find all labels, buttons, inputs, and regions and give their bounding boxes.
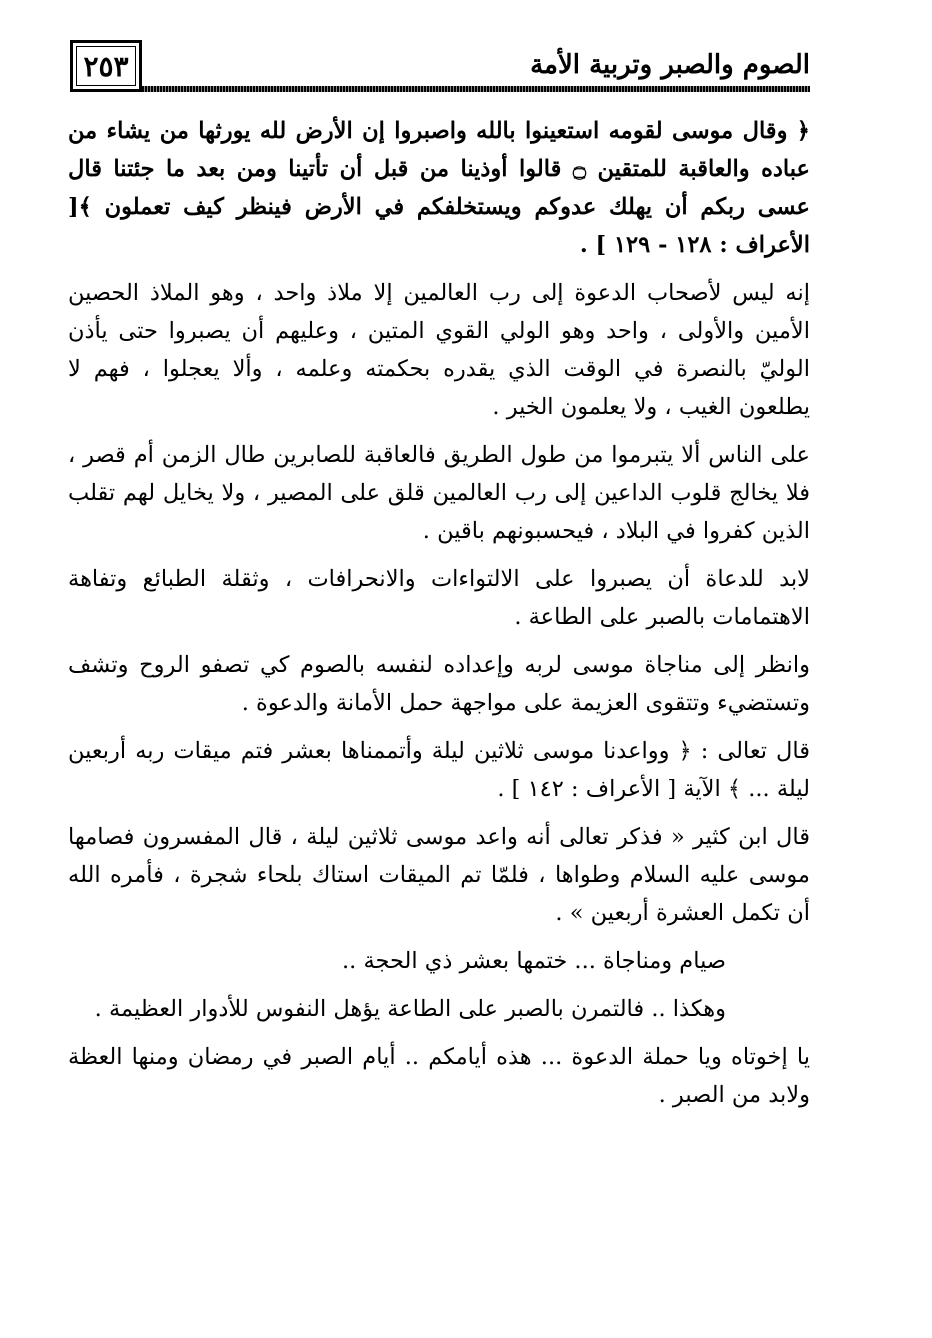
page-number-text: ٢٥٣ [83,49,129,83]
paragraph-quran-citation: قال تعالى : ﴿ وواعدنا موسى ثلاثين ليلة وأتممناها بعشر فتم ميقات ربه أربعين ليلة ... ﴾ الآية [ الأعراف : ١٤٢ ] . [68,738,810,802]
page-number [70,40,142,92]
paragraph: على الناس ألا يتبرموا من طول الطريق فالعاقبة للصابرين طال الزمن أم قصر ، فلا يخالج قلوب الداعين إلى رب العالمين قلق على المصير ، ولا يخايل لهم تقلب الذين كفروا في البلاد ، فيحسبونهم باقين . [68,442,810,544]
paragraph: وهكذا .. فالتمرن بالصبر على الطاعة يؤهل النفوس للأدوار العظيمة . [94,996,726,1022]
paragraph: صيام ومناجاة ... ختمها بعشر ذي الحجة .. [341,948,726,974]
paragraph-quran-verse: ﴿ وقال موسى لقومه استعينوا بالله واصبروا إن الأرض لله يورثها من يشاء من عباده والعاقبة للمتقين ۝ قالوا أوذينا من قبل أن تأتينا ومن بعد ما جئتنا قال عسى ربكم أن يهلك عدوكم ويستخلفكم في الأرض فينظر كيف تعملون ﴾[ الأعراف : ١٢٨ - ١٢٩ ] . [68,118,810,258]
running-title: الصوم والصبر وتربية الأمة [530,50,810,80]
paragraph: لابد للدعاة أن يصبروا على الالتواءات والانحرافات ، وثقلة الطبائع وتفاهة الاهتمامات بالصبر على الطاعة . [68,566,810,630]
paragraph: إنه ليس لأصحاب الدعوة إلى رب العالمين إلا ملاذ واحد ، وهو الملاذ الحصين الأمين والأولى ، واحد وهو الولي القوي المتين ، وعليهم أن يصبروا حتى يأذن الوليّ بالنصرة في الوقت الذي يقدره بحكمته وعلمه ، وألا يعجلوا ، فهم لا يطلعون الغيب ، ولا يعلمون الخير . [68,280,810,420]
page-body [68,112,810,1124]
paragraph-ibn-kathir-quote: قال ابن كثير « فذكر تعالى أنه واعد موسى ثلاثين ليلة ، قال المفسرون فصامها موسى عليه السلام وطواها ، فلمّا تم الميقات استاك بلحاء شجرة ، فأمره الله أن تكمل العشرة أربعين » . [68,824,810,926]
paragraph: يا إخوتاه ويا حملة الدعوة ... هذه أيامكم .. أيام الصبر في رمضان ومنها العظة ولابد من الصبر . [68,1044,810,1108]
paragraph: وانظر إلى مناجاة موسى لربه وإعداده لنفسه بالصوم كي تصفو الروح وتشف وتستضيء وتتقوى العزيمة على مواجهة حمل الأمانة والدعوة . [68,652,810,716]
header-rule [142,86,810,92]
